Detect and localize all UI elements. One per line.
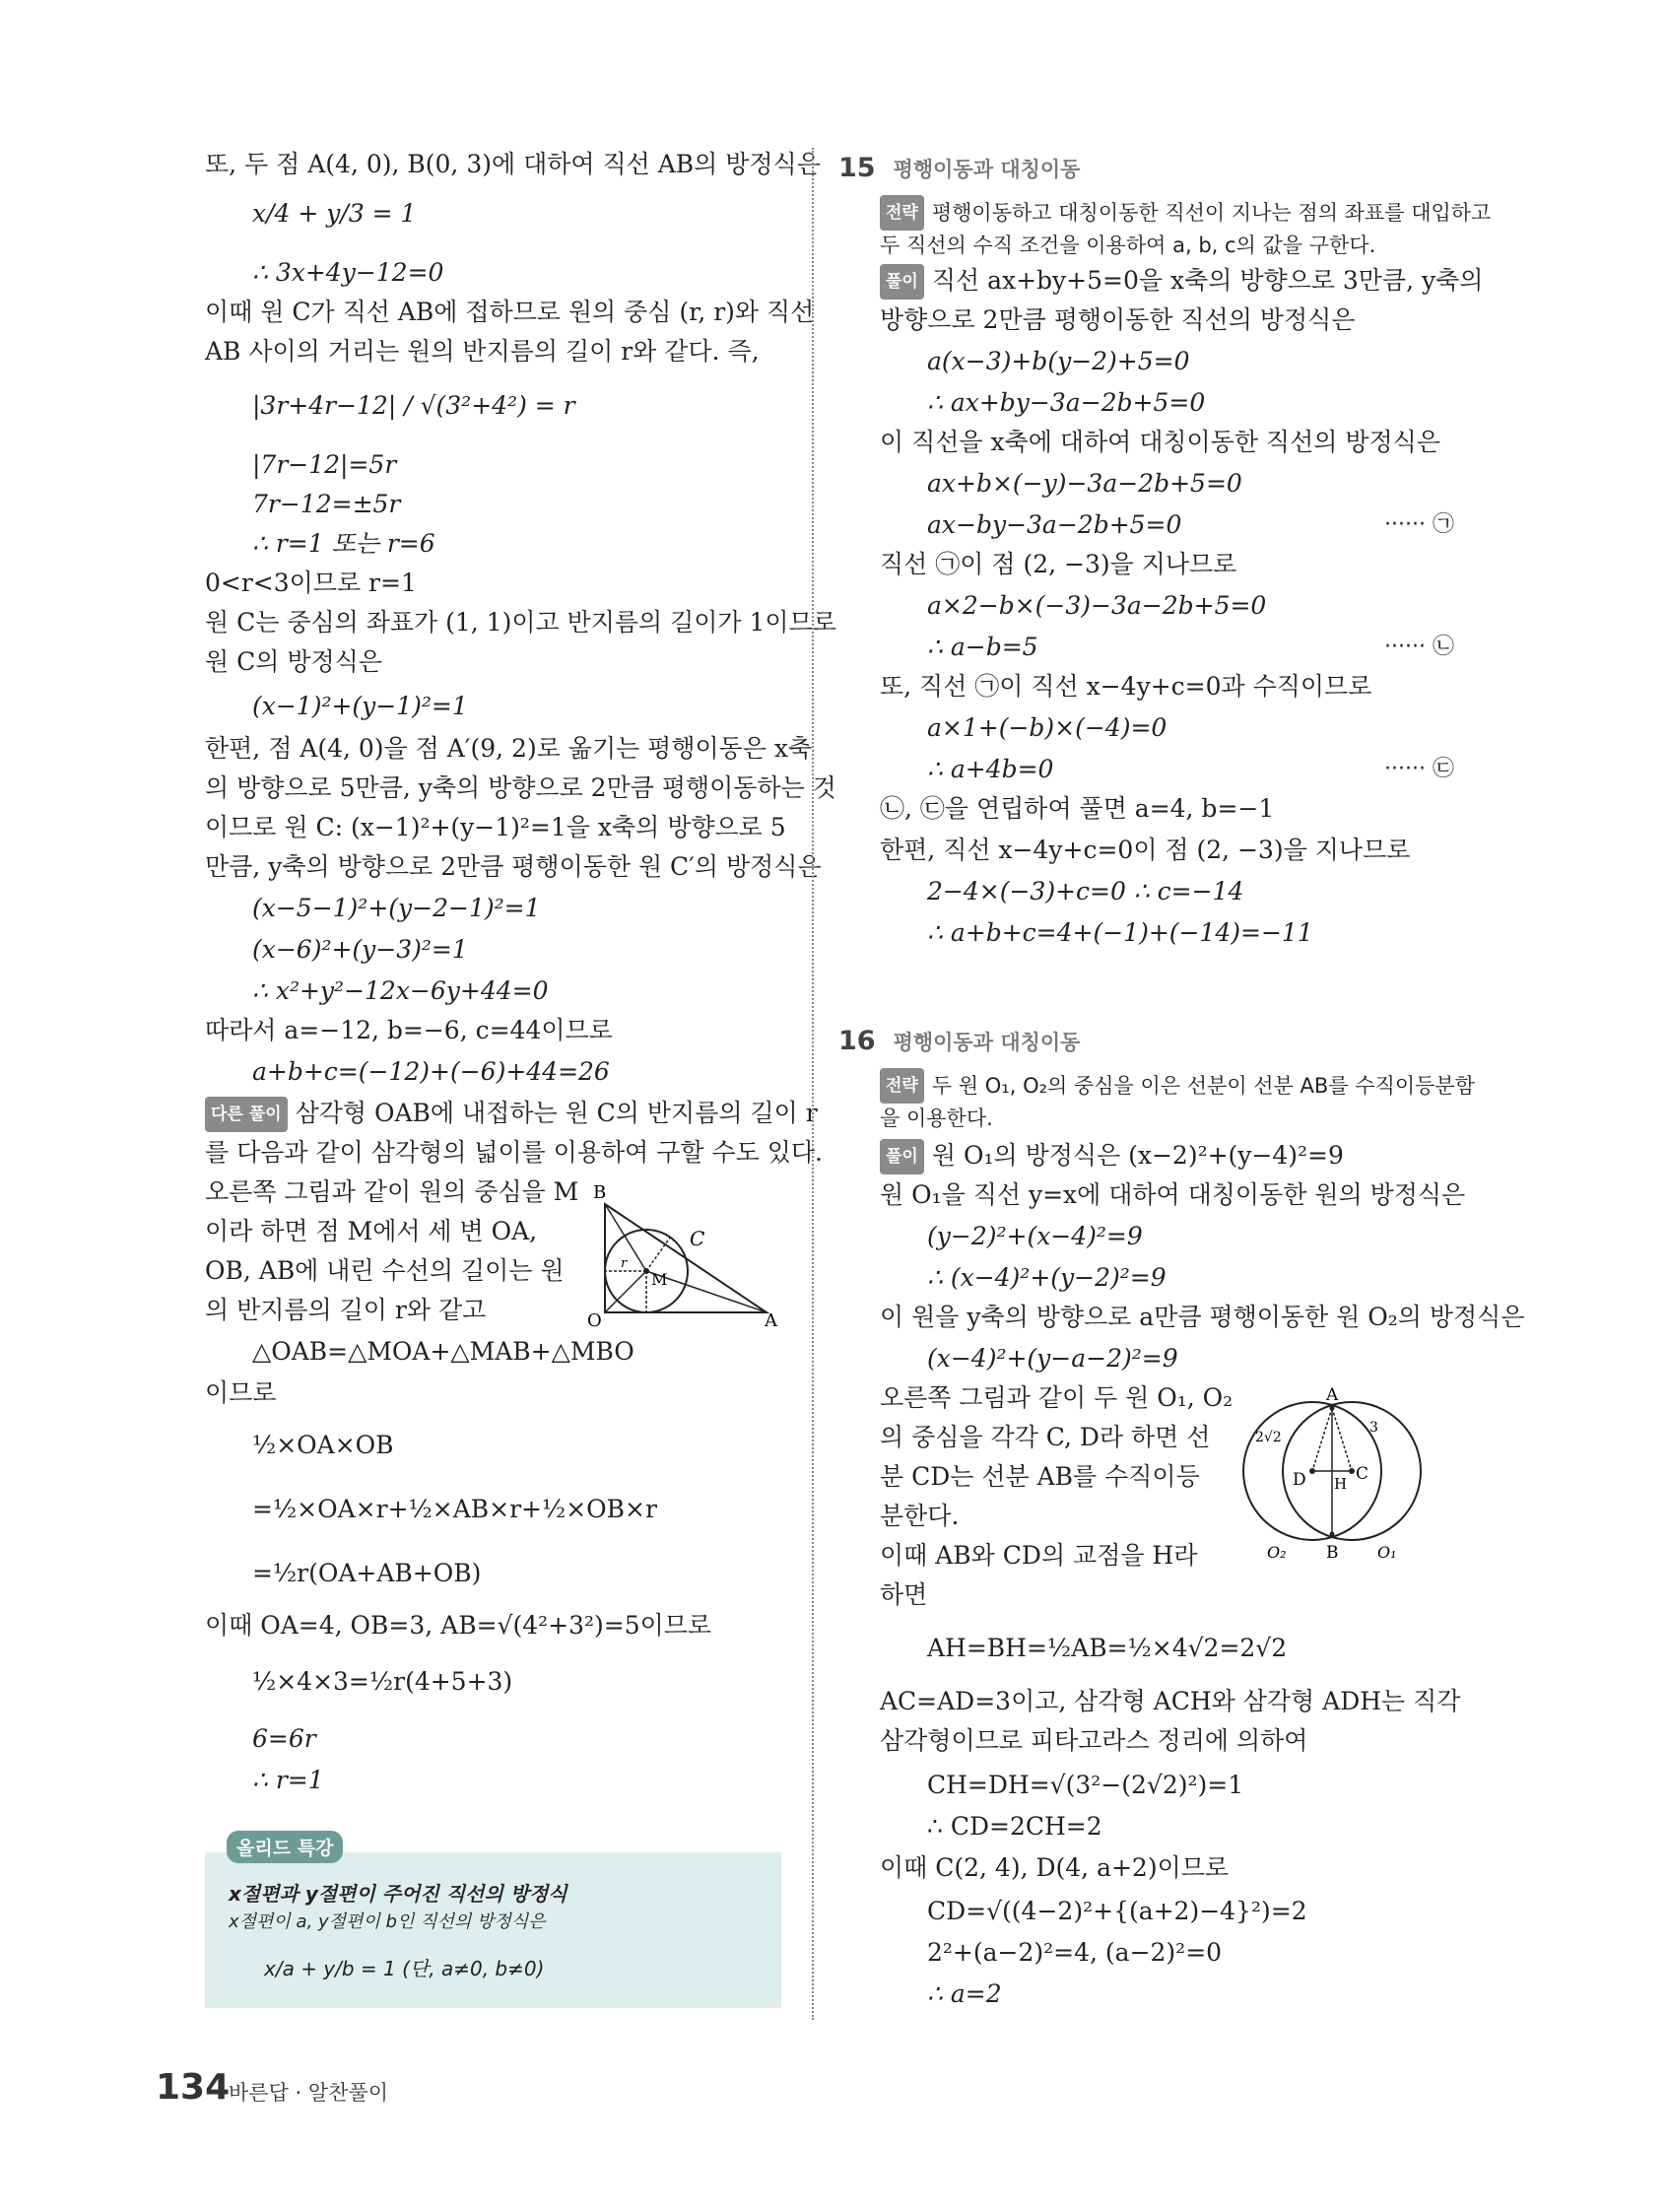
equation: △OAB=△MOA+△MAB+△MBO bbox=[252, 1337, 634, 1366]
equation: =½×OA×r+½×AB×r+½×OB×r bbox=[252, 1495, 657, 1523]
alt-solution-tag: 다른 풀이 bbox=[205, 1097, 288, 1132]
label-C: C bbox=[1356, 1464, 1369, 1484]
label-O2: O₂ bbox=[1267, 1543, 1287, 1562]
equation: ½×OA×OB bbox=[252, 1431, 394, 1459]
equation: ∴ a+b+c=4+(−1)+(−14)=−11 bbox=[927, 918, 1313, 947]
strategy-line: 전략 평행이동하고 대칭이동한 직선이 지나는 점의 좌표를 대입하고 bbox=[880, 195, 1491, 231]
equation: 6=6r bbox=[252, 1724, 316, 1753]
equation: a×1+(−b)×(−4)=0 bbox=[927, 713, 1168, 742]
equation: a+b+c=(−12)+(−6)+44=26 bbox=[252, 1057, 610, 1086]
problem-number: 15 bbox=[838, 153, 876, 183]
text-line: 이때 C(2, 4), D(4, a+2)이므로 bbox=[880, 1853, 1230, 1882]
label-A: A bbox=[1326, 1385, 1339, 1405]
equation: (x−1)²+(y−1)²=1 bbox=[252, 692, 468, 720]
strategy-line: 을 이용한다. bbox=[880, 1106, 993, 1130]
equation: ax−by−3a−2b+5=0 bbox=[927, 510, 1182, 539]
label-H: H bbox=[1334, 1475, 1348, 1493]
equation: |3r+4r−12| / √(3²+4²) = r bbox=[252, 391, 575, 420]
equation: ∴ CD=2CH=2 bbox=[927, 1812, 1102, 1841]
label-C: C bbox=[690, 1227, 705, 1250]
equation: a(x−3)+b(y−2)+5=0 bbox=[927, 347, 1190, 375]
label-A: A bbox=[765, 1310, 777, 1330]
label-B: B bbox=[593, 1182, 607, 1203]
equation: ∴ (x−4)²+(y−2)²=9 bbox=[927, 1263, 1167, 1292]
text-line: 이므로 원 C: (x−1)²+(y−1)²=1을 x축의 방향으로 5 bbox=[205, 813, 786, 841]
text-line: 분한다. bbox=[880, 1502, 960, 1530]
text-line: AC=AD=3이고, 삼각형 ACH와 삼각형 ADH는 직각 bbox=[880, 1687, 1461, 1715]
strategy-tag: 전략 bbox=[880, 195, 924, 231]
equation: (x−4)²+(y−a−2)²=9 bbox=[927, 1344, 1178, 1373]
tip-title: x절편과 y절편이 주어진 직선의 방정식 bbox=[229, 1882, 567, 1906]
text-line: 이 직선을 x축에 대하여 대칭이동한 직선의 방정식은 bbox=[880, 428, 1440, 456]
equation: ∴ a=2 bbox=[927, 1979, 1002, 2008]
equation: 7r−12=±5r bbox=[252, 490, 401, 518]
label-O: O bbox=[587, 1310, 602, 1330]
text-line: 원 C는 중심의 좌표가 (1, 1)이고 반지름의 길이가 1이므로 bbox=[205, 608, 836, 637]
equation-marker: ······ ㉡ bbox=[1384, 635, 1454, 659]
label-two-root-two: 2√2 bbox=[1255, 1430, 1282, 1445]
equation: ∴ a−b=5 bbox=[927, 633, 1038, 661]
text-line: 분 CD는 선분 AB를 수직이등 bbox=[880, 1462, 1200, 1491]
text-line: 이때 OA=4, OB=3, AB=√(4²+3²)=5이므로 bbox=[205, 1611, 712, 1640]
text-line: 이때 원 C가 직선 AB에 접하므로 원의 중심 (r, r)와 직선 bbox=[205, 298, 815, 326]
triangle-incircle-figure bbox=[583, 1182, 780, 1330]
equation: ∴ ax+by−3a−2b+5=0 bbox=[927, 388, 1206, 417]
text-line: 한편, 직선 x−4y+c=0이 점 (2, −3)을 지나므로 bbox=[880, 836, 1411, 864]
equation: x/4 + y/3 = 1 bbox=[252, 199, 417, 228]
text-line: 의 중심을 각각 C, D라 하면 선 bbox=[880, 1423, 1211, 1451]
equation-marker: ······ ㉠ bbox=[1384, 512, 1454, 537]
text-line: 의 반지름의 길이 r와 같고 bbox=[205, 1296, 487, 1324]
footer-label: 바른답 · 알찬풀이 bbox=[229, 2081, 389, 2105]
text-line: 를 다음과 같이 삼각형의 넓이를 이용하여 구할 수도 있다. bbox=[205, 1138, 823, 1167]
text-line: 오른쪽 그림과 같이 두 원 O₁, O₂ bbox=[880, 1383, 1234, 1412]
solution-tag: 풀이 bbox=[880, 1139, 924, 1174]
problem-title: 평행이동과 대칭이동 bbox=[893, 158, 1081, 181]
equation: |7r−12|=5r bbox=[252, 450, 397, 479]
label-three: 3 bbox=[1369, 1420, 1378, 1436]
equation: ½×4×3=½r(4+5+3) bbox=[252, 1667, 513, 1696]
two-circles-figure bbox=[1232, 1384, 1434, 1562]
problem-15-header bbox=[838, 152, 1080, 186]
column-divider bbox=[812, 148, 814, 2020]
equation: (x−6)²+(y−3)²=1 bbox=[252, 935, 468, 964]
strategy-tag: 전략 bbox=[880, 1068, 924, 1104]
problem-title: 평행이동과 대칭이동 bbox=[893, 1031, 1081, 1054]
text-line: 직선 ㉠이 점 (2, −3)을 지나므로 bbox=[880, 550, 1237, 578]
text-line: 원 O₁을 직선 y=x에 대하여 대칭이동한 원의 방정식은 bbox=[880, 1180, 1466, 1209]
solution-tag: 풀이 bbox=[880, 264, 924, 300]
text-line: 따라서 a=−12, b=−6, c=44이므로 bbox=[205, 1016, 613, 1044]
text-line: 오른쪽 그림과 같이 원의 중심을 M bbox=[205, 1177, 579, 1206]
equation: ∴ a+4b=0 bbox=[927, 755, 1054, 783]
equation: a×2−b×(−3)−3a−2b+5=0 bbox=[927, 591, 1267, 620]
text-line: 0<r<3이므로 r=1 bbox=[205, 569, 417, 597]
problem-number: 16 bbox=[838, 1026, 876, 1056]
equation: (x−5−1)²+(y−2−1)²=1 bbox=[252, 894, 541, 922]
equation: ∴ x²+y²−12x−6y+44=0 bbox=[252, 976, 549, 1005]
problem-16-header bbox=[838, 1025, 1080, 1059]
label-r: r bbox=[621, 1256, 628, 1271]
text-line: 풀이 직선 ax+by+5=0을 x축의 방향으로 3만큼, y축의 bbox=[880, 264, 1483, 300]
text-line: OB, AB에 내린 수선의 길이는 원 bbox=[205, 1256, 565, 1285]
text-line: 삼각형이므로 피타고라스 정리에 의하여 bbox=[880, 1726, 1308, 1755]
text-line: 하면 bbox=[880, 1580, 928, 1609]
strategy-line: 두 직선의 수직 조건을 이용하여 a, b, c의 값을 구한다. bbox=[880, 234, 1376, 257]
text-line: ㉡, ㉢을 연립하여 풀면 a=4, b=−1 bbox=[880, 794, 1275, 823]
equation-marker: ······ ㉢ bbox=[1384, 757, 1454, 781]
equation: (y−2)²+(x−4)²=9 bbox=[927, 1222, 1143, 1250]
text-line: 다른 풀이 삼각형 OAB에 내접하는 원 C의 반지름의 길이 r bbox=[205, 1097, 818, 1132]
equation: ∴ 3x+4y−12=0 bbox=[252, 258, 444, 287]
text-line: 이라 하면 점 M에서 세 변 OA, bbox=[205, 1217, 538, 1245]
page-number: 134 bbox=[156, 2067, 231, 2108]
equation: ∴ r=1 또는 r=6 bbox=[252, 529, 435, 558]
text-line: 이때 AB와 CD의 교점을 H라 bbox=[880, 1541, 1198, 1570]
label-B: B bbox=[1326, 1543, 1339, 1562]
text-line: 의 방향으로 5만큼, y축의 방향으로 2만큼 평행이동하는 것 bbox=[205, 773, 836, 802]
equation: ∴ r=1 bbox=[252, 1766, 324, 1794]
text-line: 만큼, y축의 방향으로 2만큼 평행이동한 원 C′의 방정식은 bbox=[205, 852, 822, 881]
label-D: D bbox=[1293, 1470, 1306, 1490]
text-line: 방향으로 2만큼 평행이동한 직선의 방정식은 bbox=[880, 305, 1356, 334]
text-line: 또, 두 점 A(4, 0), B(0, 3)에 대하여 직선 AB의 방정식은 bbox=[205, 150, 821, 178]
label-O1: O₁ bbox=[1377, 1543, 1397, 1562]
equation: 2−4×(−3)+c=0 ∴ c=−14 bbox=[927, 877, 1244, 905]
equation: =½r(OA+AB+OB) bbox=[252, 1559, 482, 1587]
tip-text: x절편이 a, y절편이 b인 직선의 방정식은 bbox=[229, 1911, 546, 1932]
equation: AH=BH=½AB=½×4√2=2√2 bbox=[927, 1634, 1288, 1662]
tip-badge: 올리드 특강 bbox=[227, 1831, 343, 1863]
text-line: 한편, 점 A(4, 0)을 점 A′(9, 2)로 옮기는 평행이동은 x축 bbox=[205, 734, 813, 763]
text-line: 이므로 bbox=[205, 1378, 277, 1407]
text-line: 또, 직선 ㉠이 직선 x−4y+c=0과 수직이므로 bbox=[880, 672, 1372, 701]
text-line: 풀이 원 O₁의 방정식은 (x−2)²+(y−4)²=9 bbox=[880, 1139, 1344, 1174]
strategy-line: 전략 두 원 O₁, O₂의 중심을 이은 선분이 선분 AB를 수직이등분함 bbox=[880, 1068, 1475, 1104]
equation: 2²+(a−2)²=4, (a−2)²=0 bbox=[927, 1938, 1223, 1967]
label-M: M bbox=[651, 1270, 668, 1289]
text-line: 원 C의 방정식은 bbox=[205, 647, 382, 676]
text-line: 이 원을 y축의 방향으로 a만큼 평행이동한 원 O₂의 방정식은 bbox=[880, 1303, 1525, 1331]
text-line: AB 사이의 거리는 원의 반지름의 길이 r와 같다. 즉, bbox=[205, 337, 760, 366]
equation: CH=DH=√(3²−(2√2)²)=1 bbox=[927, 1771, 1244, 1799]
equation: CD=√((4−2)²+{(a+2)−4}²)=2 bbox=[927, 1897, 1307, 1925]
equation: ax+b×(−y)−3a−2b+5=0 bbox=[927, 469, 1242, 498]
tip-formula: x/a + y/b = 1 (단, a≠0, b≠0) bbox=[264, 1957, 545, 1980]
